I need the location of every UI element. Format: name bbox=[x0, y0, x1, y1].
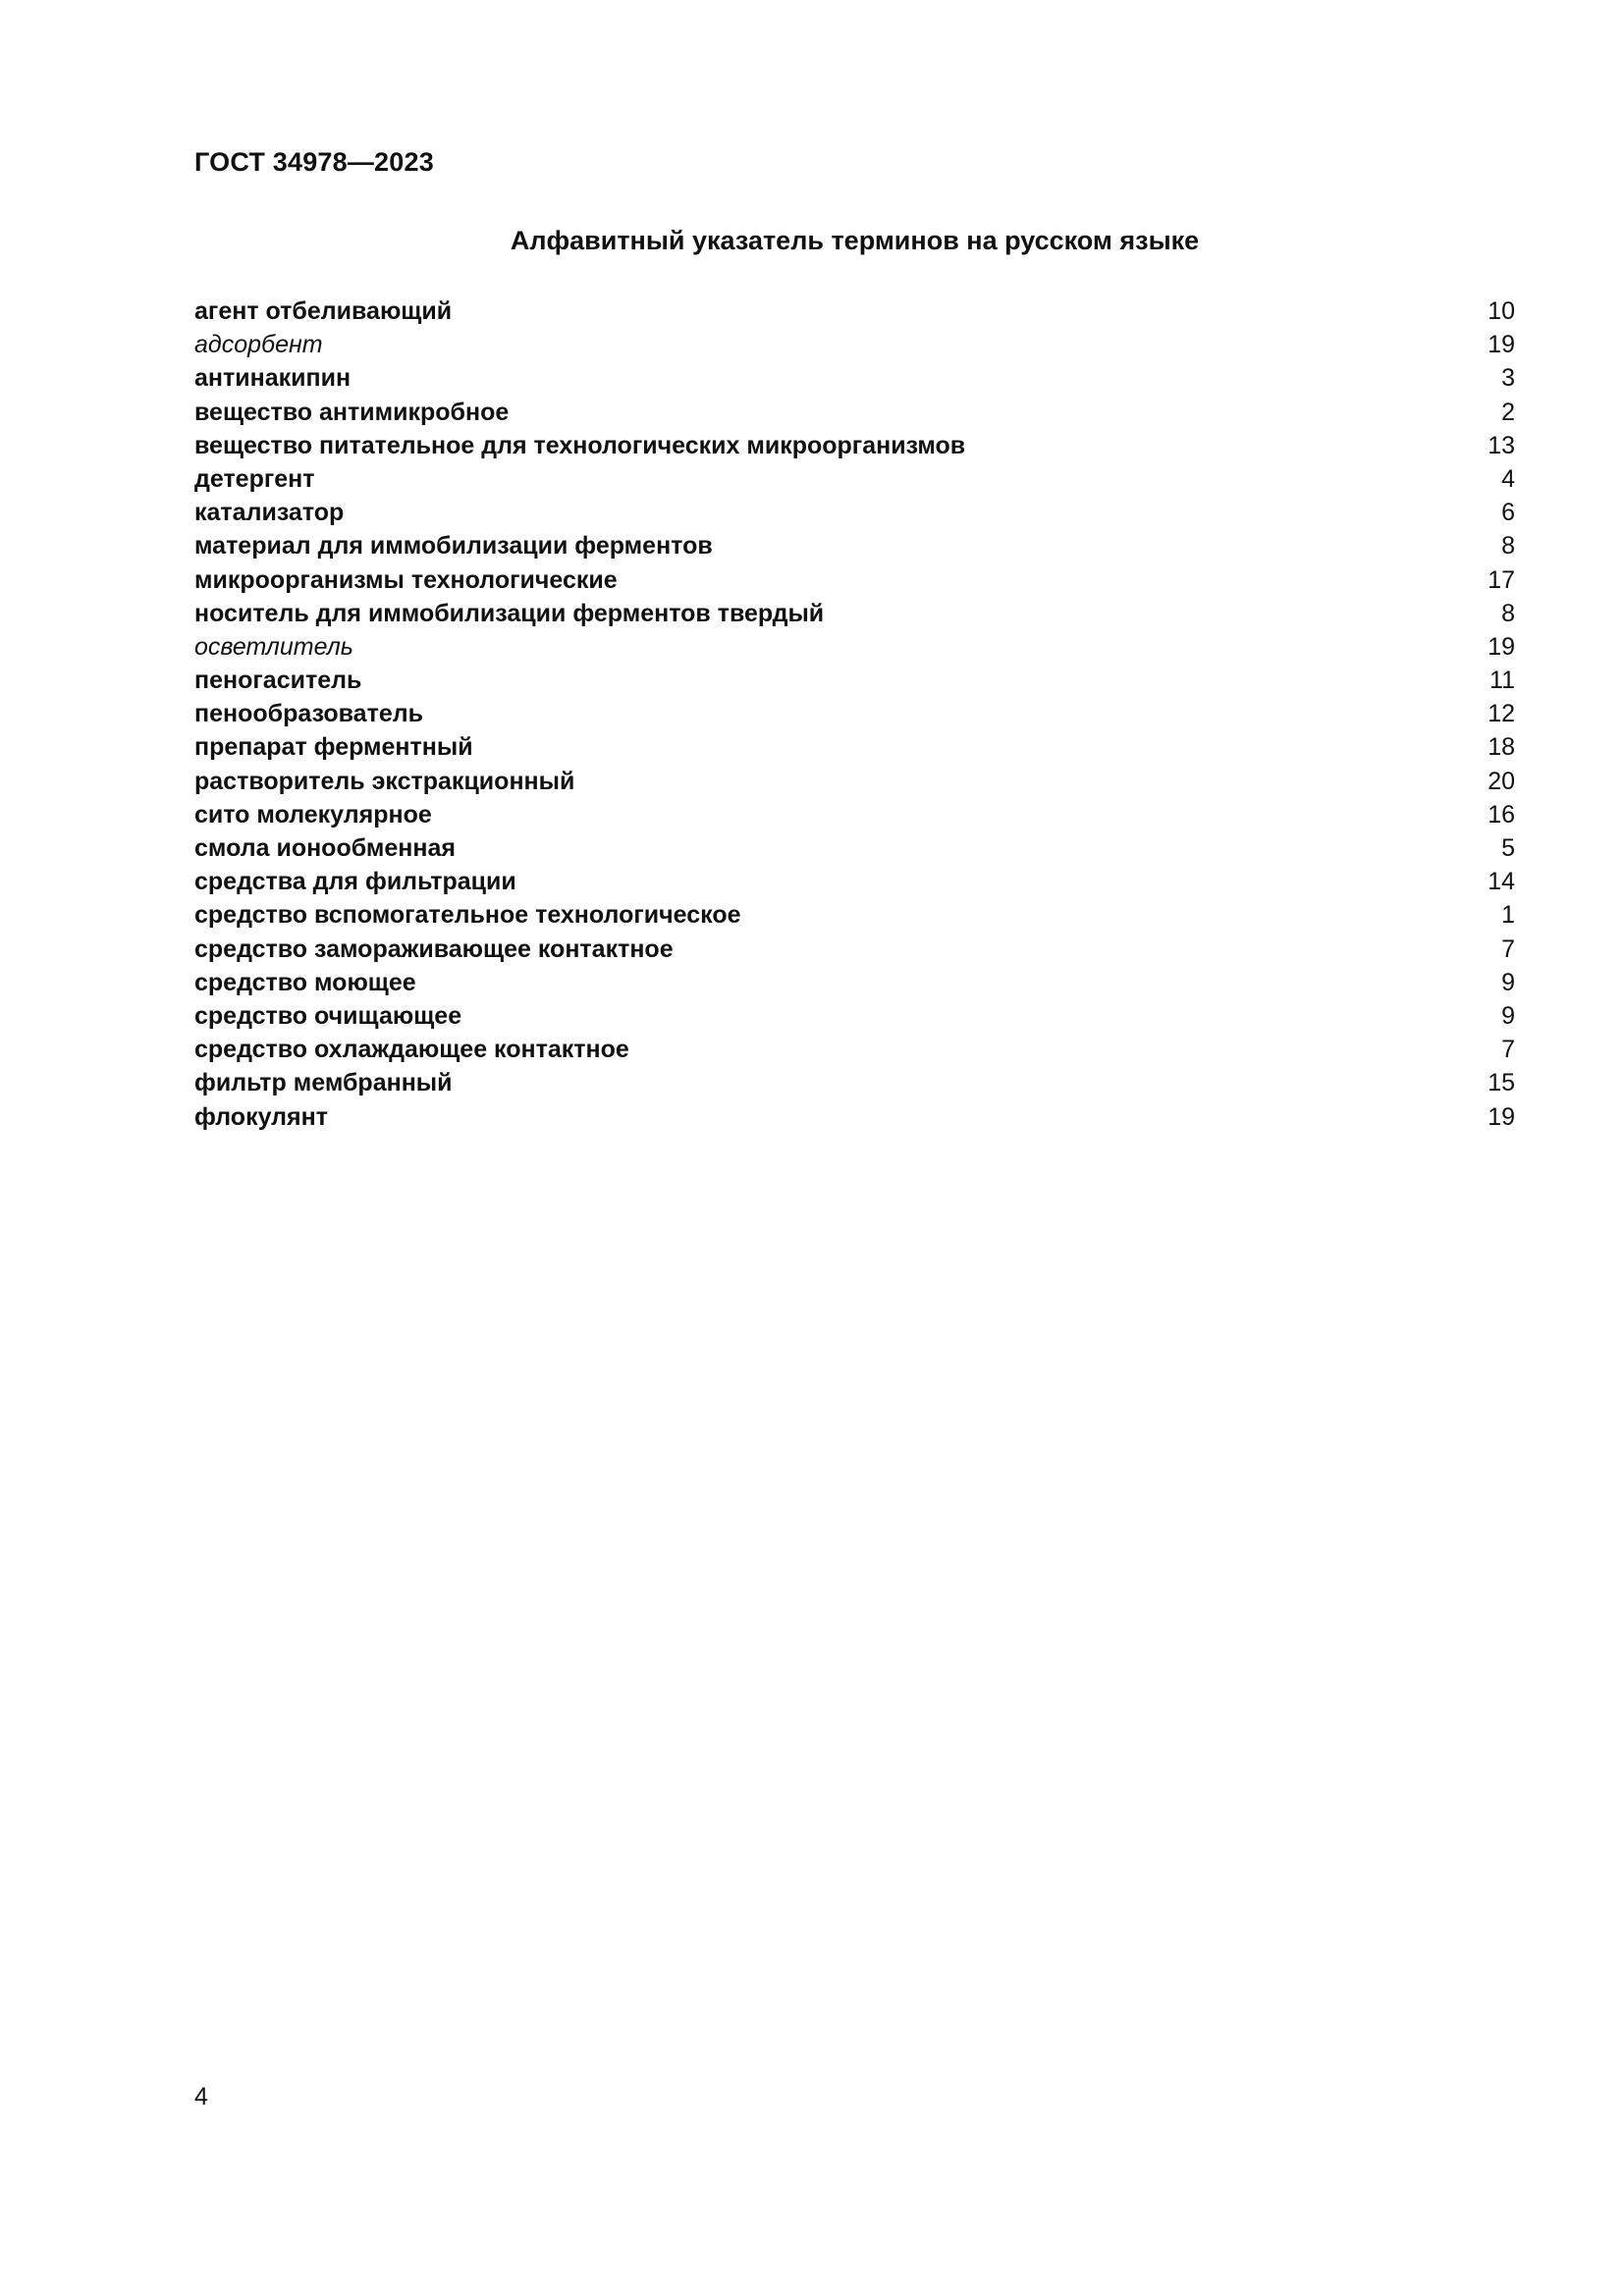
index-term-reference: 18 bbox=[1488, 733, 1515, 762]
index-term-reference: 17 bbox=[1488, 565, 1515, 594]
index-entry bbox=[194, 966, 1515, 999]
index-entry bbox=[194, 496, 1515, 529]
index-term-reference: 5 bbox=[1501, 834, 1515, 862]
document-header: ГОСТ 34978—2023 bbox=[194, 147, 434, 177]
index-term: фильтр мембранный bbox=[194, 1069, 453, 1097]
index-term-reference: 6 bbox=[1501, 499, 1515, 527]
index-entry bbox=[194, 664, 1515, 697]
index-term: материал для иммобилизации ферментов bbox=[194, 532, 713, 561]
index-entry bbox=[194, 865, 1515, 898]
index-term: средство замораживающее контактное bbox=[194, 934, 674, 963]
index-term-reference: 14 bbox=[1488, 868, 1515, 896]
index-entry bbox=[194, 630, 1515, 664]
index-entry bbox=[194, 798, 1515, 831]
index-term: флокулянт bbox=[194, 1102, 328, 1131]
index-term-reference: 20 bbox=[1488, 767, 1515, 795]
index-term-reference: 4 bbox=[1501, 464, 1515, 493]
index-term: адсорбент bbox=[194, 331, 323, 359]
index-entry bbox=[194, 730, 1515, 764]
index-entry bbox=[194, 933, 1515, 966]
index-entry bbox=[194, 1033, 1515, 1066]
index-entry bbox=[194, 831, 1515, 865]
index-term-reference: 9 bbox=[1501, 968, 1515, 996]
index-term-reference: 13 bbox=[1488, 431, 1515, 459]
index-term: агент отбеливающий bbox=[194, 297, 453, 325]
index-term: вещество питательное для технологических микроорганизмов bbox=[194, 431, 966, 459]
index-entry bbox=[194, 563, 1515, 597]
index-term: средство охлаждающее контактное bbox=[194, 1036, 629, 1064]
index-term-reference: 7 bbox=[1501, 934, 1515, 963]
term-index-list bbox=[194, 294, 1515, 1134]
index-term-reference: 2 bbox=[1501, 398, 1515, 426]
index-term-reference: 16 bbox=[1488, 800, 1515, 828]
index-term: средство очищающее bbox=[194, 1001, 462, 1030]
index-term-reference: 8 bbox=[1501, 532, 1515, 561]
index-term-reference: 15 bbox=[1488, 1069, 1515, 1097]
index-term: вещество антимикробное bbox=[194, 398, 510, 426]
index-entry bbox=[194, 294, 1515, 328]
index-entry bbox=[194, 1100, 1515, 1134]
index-term-reference: 10 bbox=[1488, 297, 1515, 325]
index-term: препарат ферментный bbox=[194, 733, 473, 762]
index-term: катализатор bbox=[194, 499, 345, 527]
index-entry bbox=[194, 697, 1515, 730]
index-term: средство моющее bbox=[194, 968, 416, 996]
index-term-reference: 3 bbox=[1501, 364, 1515, 393]
index-term: пеногаситель bbox=[194, 667, 362, 695]
index-entry bbox=[194, 328, 1515, 361]
index-term: растворитель экстракционный bbox=[194, 767, 575, 795]
index-term-reference: 9 bbox=[1501, 1001, 1515, 1030]
page-number: 4 bbox=[194, 2083, 208, 2110]
index-term-reference: 12 bbox=[1488, 700, 1515, 728]
index-term-reference: 19 bbox=[1488, 632, 1515, 661]
index-entry bbox=[194, 765, 1515, 798]
index-entry bbox=[194, 462, 1515, 496]
index-entry bbox=[194, 529, 1515, 562]
index-entry bbox=[194, 396, 1515, 429]
index-term: носитель для иммобилизации ферментов твердый bbox=[194, 599, 825, 627]
index-term: средства для фильтрации bbox=[194, 868, 516, 896]
index-entry bbox=[194, 1066, 1515, 1099]
index-term: антинакипин bbox=[194, 364, 352, 393]
index-entry bbox=[194, 361, 1515, 395]
index-term: осветлитель bbox=[194, 632, 353, 661]
index-term: детергент bbox=[194, 464, 315, 493]
index-term: сито молекулярное bbox=[194, 800, 432, 828]
index-term-reference: 8 bbox=[1501, 599, 1515, 627]
index-term: микроорганизмы технологические bbox=[194, 565, 618, 594]
index-entry bbox=[194, 429, 1515, 462]
index-title: Алфавитный указатель терминов на русском языке bbox=[510, 226, 1200, 255]
index-term-reference: 7 bbox=[1501, 1036, 1515, 1064]
index-term-reference: 1 bbox=[1501, 901, 1515, 930]
index-entry bbox=[194, 597, 1515, 630]
index-entry bbox=[194, 999, 1515, 1033]
index-term: средство вспомогательное технологическое bbox=[194, 901, 741, 930]
index-term-reference: 19 bbox=[1488, 331, 1515, 359]
index-term: пенообразователь bbox=[194, 700, 423, 728]
index-term-reference: 11 bbox=[1489, 667, 1515, 695]
index-term: смола ионообменная bbox=[194, 834, 456, 862]
index-entry bbox=[194, 898, 1515, 932]
index-term-reference: 19 bbox=[1488, 1102, 1515, 1131]
